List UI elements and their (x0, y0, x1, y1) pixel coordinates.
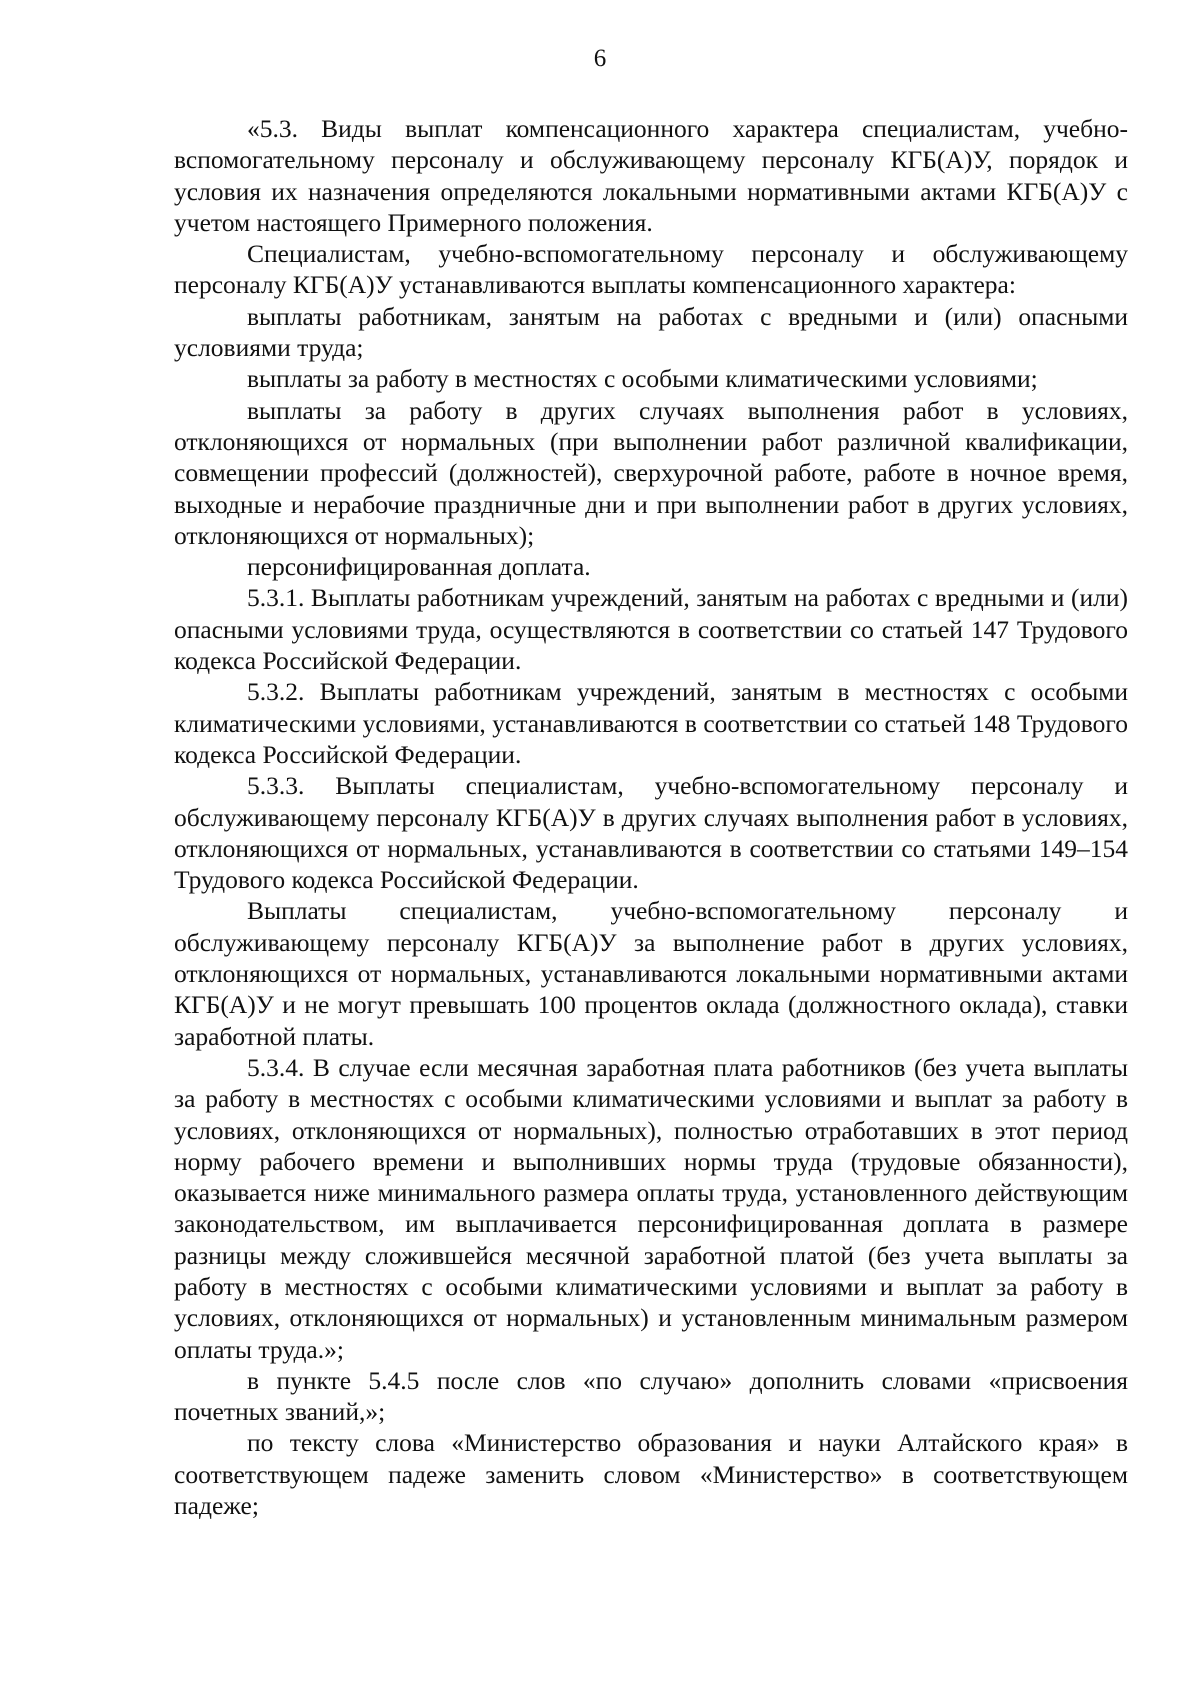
paragraph-compensation-list-intro: Специалистам, учебно-вспомогательному персоналу и обслуживающему персоналу КГБ(А)У устанавливаются выплаты компенсационного характера: (174, 239, 1128, 300)
list-item-other-conditions: выплаты за работу в других случаях выполнения работ в условиях, отклоняющихся от нормальных (при выполнении работ различной квалификации, совмещении профессий (должностей), сверхурочной работе, работе в ночное время, выходные и нерабочие праздничные дни и при выполнении работ в других условиях, отклоняющихся от нормальных); (174, 395, 1128, 550)
page-number: 6 (593, 45, 607, 72)
paragraph-5-4-5-amendment: в пункте 5.4.5 после слов «по случаю» дополнить словами «присвоения почетных званий,»; (174, 1365, 1128, 1427)
list-item-personified-payment: персонифицированная доплата. (247, 552, 591, 582)
list-item-climatic-conditions: выплаты за работу в местностях с особыми климатическими условиями; (247, 364, 1038, 394)
paragraph-5-3-1: 5.3.1. Выплаты работникам учреждений, занятым на работах с вредными и (или) опасными условиями труда, осуществляются в соответствии со статьей 147 Трудового кодекса Российской Федерации. (174, 583, 1128, 676)
paragraph-5-3-2: 5.3.2. Выплаты работникам учреждений, занятым в местностях с особыми климатическими условиями, устанавливаются в соответствии со статьей 148 Трудового кодекса Российской Федерации. (174, 677, 1128, 769)
paragraph-5-3-3-limits: Выплаты специалистам, учебно-вспомогательному персоналу и обслуживающему персоналу КГБ(А)У за выполнение работ в других условиях, отклоняющихся от нормальных, устанавливаются локальными нормативными актами КГБ(А)У и не могут превышать 100 процентов оклада (должностного оклада), ставки заработной платы. (174, 896, 1128, 1051)
paragraph-ministry-rename: по тексту слова «Министерство образования и науки Алтайского края» в соответствующем падеже заменить словом «Министерство» в соответствующем падеже; (174, 1428, 1128, 1521)
document-body (174, 113, 1128, 1521)
paragraph-5-3-intro: «5.3. Виды выплат компенсационного характера специалистам, учебно-вспомогательному персоналу и обслуживающему персоналу КГБ(А)У, порядок и условия их назначения определяются локальными нормативными актами КГБ(А)У с учетом настоящего Примерного положения. (174, 114, 1128, 237)
paragraph-5-3-3: 5.3.3. Выплаты специалистам, учебно-вспомогательному персоналу и обслуживающему персоналу КГБ(А)У в других случаях выполнения работ в условиях, отклоняющихся от нормальных, устанавливаются в соответствии со статьями 149–154 Трудового кодекса Российской Федерации. (174, 771, 1128, 895)
paragraph-5-3-4: 5.3.4. В случае если месячная заработная плата работников (без учета выплаты за работу в местностях с особыми климатическими условиями и выплат за работу в условиях, отклоняющихся от нормальных), полностью отработавших в этот период норму рабочего времени и выполнивших нормы труда (трудовые обязанности), оказывается ниже минимального размера оплаты труда, установленного действующим законодательством, им выплачивается персонифицированная доплата в размере разницы между сложившейся месячной заработной платой (без учета выплаты за работу в местностях с особыми климатическими условиями и выплат за работу в условиях, отклоняющихся от нормальных) и установленным минимальным размером оплаты труда.»; (174, 1052, 1128, 1364)
list-item-harmful-conditions: выплаты работникам, занятым на работах с вредными и (или) опасными условиями труда; (174, 301, 1128, 363)
